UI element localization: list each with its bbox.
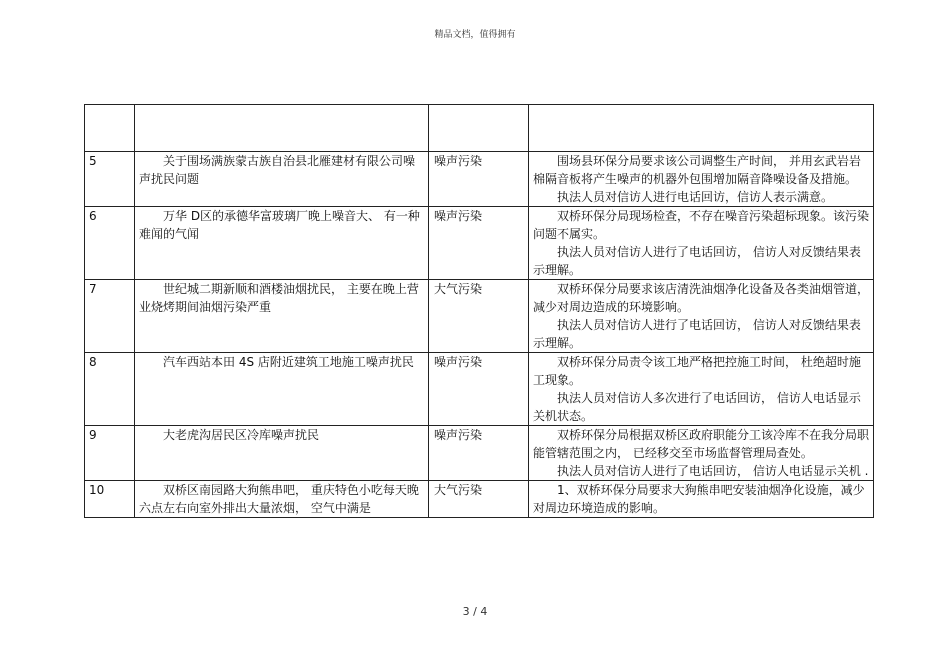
empty-cell [529,105,874,152]
issue-text: 双桥区南园路大狗熊串吧， 重庆特色小吃每天晚六点左右向室外排出大量浓烟， 空气中满是 [139,483,419,515]
issue-cell [135,152,429,207]
empty-cell [85,105,135,152]
result-paragraph: 执法人员对信访人进行电话回访，信访人表示满意。 [557,190,834,204]
table-row [85,426,874,481]
issue-text: 关于围场满族蒙古族自治县北雁建材有限公司噪声扰民问题 [139,154,416,186]
issue-cell [135,207,429,280]
category-cell: 噪声污染 [429,426,529,481]
issue-cell [135,481,429,518]
issue-cell [135,280,429,353]
row-number: 6 [85,207,135,280]
row-number: 10 [85,481,135,518]
category-cell: 噪声污染 [429,152,529,207]
table-row [85,481,874,518]
result-paragraph: 双桥环保分局根据双桥区政府职能分工该冷库不在我分局职能管辖范围之内， 已经移交至市场监督管理局查处。 [533,428,870,460]
issue-cell [135,426,429,481]
result-paragraph: 双桥环保分局现场检查，不存在噪音污染超标现象。该污染问题不属实。 [533,209,870,241]
result-paragraph: 执法人员对信访人进行了电话回访， 信访人对反馈结果表示理解。 [533,318,861,350]
result-cell [529,481,874,518]
empty-cell [135,105,429,152]
result-paragraph: 执法人员对信访人多次进行了电话回访， 信访人电话显示关机状态。 [533,391,861,423]
result-paragraph: 双桥环保分局要求该店清洗油烟净化设备及各类油烟管道，减少对周边造成的环境影响。 [533,282,870,314]
table-row-empty [85,105,874,152]
row-number: 8 [85,353,135,426]
result-paragraph: 双桥环保分局责令该工地严格把控施工时间， 杜绝超时施工现象。 [533,355,861,387]
page-header: 精品文档，值得拥有 [434,30,516,40]
issue-text: 大老虎沟居民区冷库噪声扰民 [163,428,320,442]
category-cell: 大气污染 [429,280,529,353]
category-cell: 噪声污染 [429,353,529,426]
table-row [85,353,874,426]
result-paragraph: 执法人员对信访人进行了电话回访， 信访人对反馈结果表示理解。 [533,245,861,277]
result-paragraph: 围场县环保分局要求该公司调整生产时间， 并用玄武岩岩棉隔音板将产生噪声的机器外包围增加隔音降噪设备及措施。 [533,154,861,186]
row-number: 9 [85,426,135,481]
result-cell [529,280,874,353]
category-cell: 噪声污染 [429,207,529,280]
complaint-table [84,104,874,518]
result-cell [529,353,874,426]
result-paragraph: 1、双桥环保分局要求大狗熊串吧安装油烟净化设施，减少对周边环境造成的影响。 [533,483,865,515]
issue-cell [135,353,429,426]
empty-cell [429,105,529,152]
row-number: 5 [85,152,135,207]
issue-text: 世纪城二期新顺和酒楼油烟扰民， 主要在晚上营业烧烤期间油烟污染严重 [139,282,419,314]
result-cell [529,426,874,481]
result-paragraph: 执法人员对信访人进行了电话回访， 信访人电话显示关机 . [557,464,869,478]
issue-text: 万华 D区的承德华富玻璃厂晚上噪音大、 有一种难闻的气闻 [139,209,420,241]
table-row [85,207,874,280]
category-cell: 大气污染 [429,481,529,518]
result-cell [529,207,874,280]
row-number: 7 [85,280,135,353]
page-number: 3 / 4 [462,605,488,618]
issue-text: 汽车西站本田 4S 店附近建筑工地施工噪声扰民 [163,355,414,369]
table-row [85,152,874,207]
result-cell [529,152,874,207]
table-row [85,280,874,353]
